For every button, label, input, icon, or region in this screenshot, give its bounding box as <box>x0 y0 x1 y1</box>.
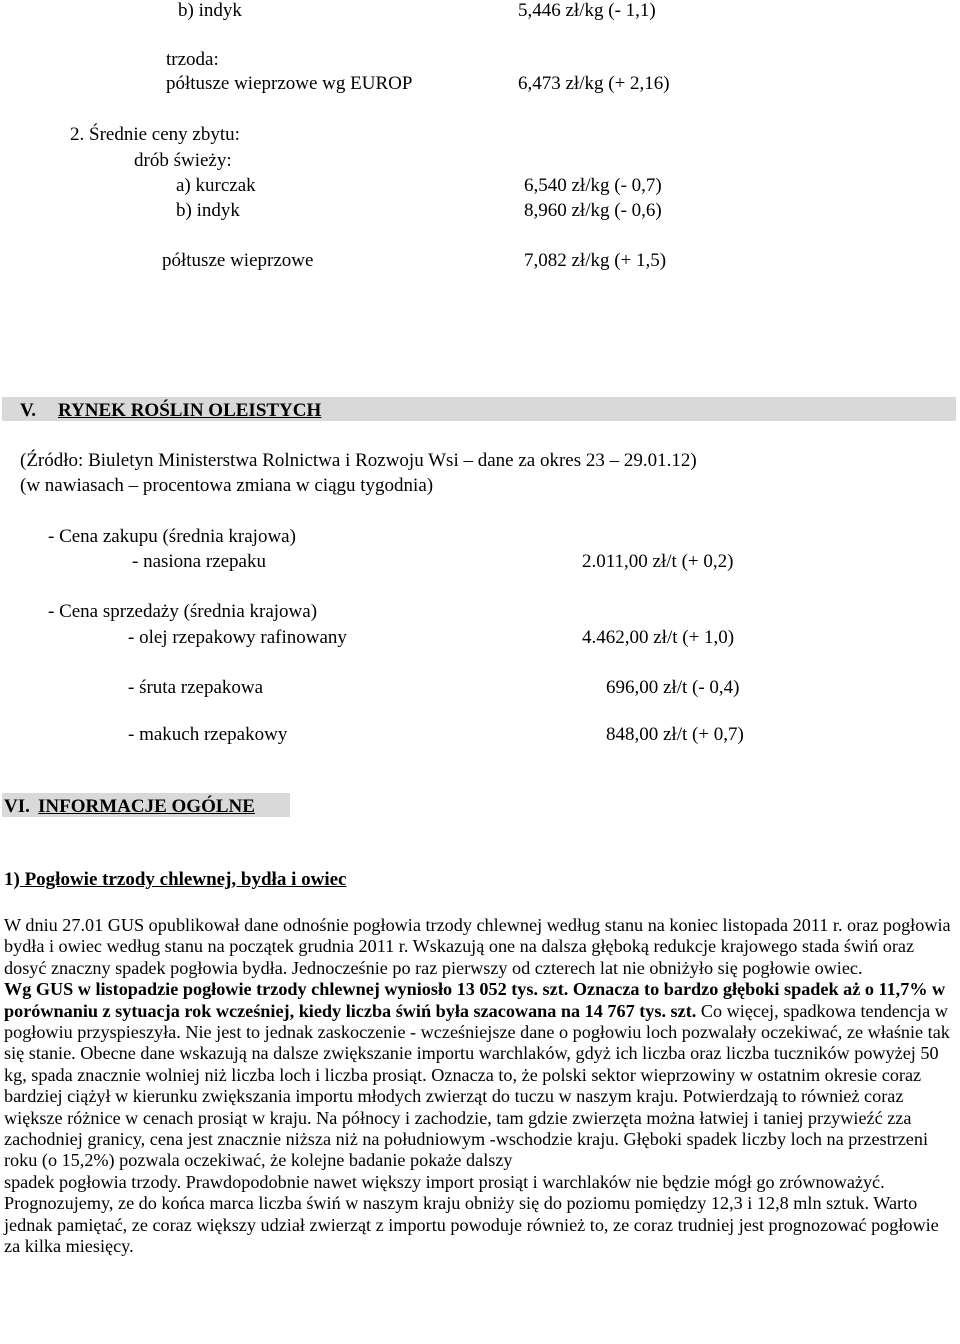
drob-label: drób świeży: <box>134 150 232 171</box>
section-title: INFORMACJE OGÓLNE <box>38 796 255 817</box>
olej-label: - olej rzepakowy rafinowany <box>128 627 347 648</box>
bold-text: Wg GUS w listopadzie pogłowie trzody chlewnej wyniosło 13 052 tys. szt. Oznacza to bardzo głęboki spadek aż o 11,7% w porównaniu z sytuacja rok wcześniej, kiedy liczba świń była szacowana na 14 767 tys. szt. <box>4 979 946 1021</box>
paragraph: W dniu 27.01 GUS opublikował dane odnośnie pogłowia trzody chlewnej według stanu na koniec listopada 2011 r. oraz pogłowia bydła i owiec według stanu na początek grudnia 2011 r. Wskazują one na dalsza głęboką redukcje krajowego stada świń oraz dosyć znaczny spadek pogłowia bydła. Jednocześnie po raz pierwszy od czterech lat nie obniżyło się pogłowie owiec. <box>4 915 951 978</box>
indyk2-value: 8,960 zł/kg (- 0,6) <box>524 200 662 221</box>
poltusze-label: półtusze wieprzowe <box>162 250 314 271</box>
sruta-value: 696,00 zł/t (- 0,4) <box>606 677 740 698</box>
indyk2-label: b) indyk <box>176 200 240 221</box>
paragraph <box>4 979 954 1172</box>
indyk-label: b) indyk <box>178 0 242 21</box>
section-number: V. <box>20 400 37 421</box>
rzepak-value: 2.011,00 zł/t (+ 0,2) <box>582 551 734 572</box>
body-text <box>4 915 954 1258</box>
trzoda-label: trzoda: <box>166 49 219 70</box>
kurczak-value: 6,540 zł/kg (- 0,7) <box>524 175 662 196</box>
olej-value: 4.462,00 zł/t (+ 1,0) <box>582 627 735 648</box>
makuch-value: 848,00 zł/t (+ 0,7) <box>606 724 744 745</box>
sruta-label: - śruta rzepakowa <box>128 677 264 698</box>
indyk-value: 5,446 zł/kg (- 1,1) <box>518 0 656 21</box>
rzepak-label: - nasiona rzepaku <box>132 551 266 572</box>
subsection-number: 1) <box>4 869 20 890</box>
kurczak-label: a) kurczak <box>176 175 256 196</box>
zakup-heading: - Cena zakupu (średnia krajowa) <box>48 526 296 547</box>
subsection-title: Pogłowie trzody chlewnej, bydła i owiec <box>19 869 347 890</box>
poltusze-value: 7,082 zł/kg (+ 1,5) <box>524 250 667 271</box>
section-title: RYNEK ROŚLIN OLEISTYCH <box>58 400 322 421</box>
subsection-heading <box>4 869 346 891</box>
source-note: (Źródło: Biuletyn Ministerstwa Rolnictwa i Rozwoju Wsi – dane za okres 23 – 29.01.12) <box>20 450 697 471</box>
poltusze-europ-label: półtusze wieprzowe wg EUROP <box>166 73 413 94</box>
poltusze-europ-value: 6,473 zł/kg (+ 2,16) <box>518 73 670 94</box>
section-number: VI. <box>4 796 30 817</box>
sprzedaz-heading: - Cena sprzedaży (średnia krajowa) <box>48 601 318 622</box>
paragraph-text: Co więcej, spadkowa tendencja w pogłowiu przyspieszyła. Nie jest to jednak zaskoczenie - wcześniejsze dane o pogłowiu loch pozwalały oczekiwać, ze właśnie tak się stanie. Obecne dane wskazują na dalsze zwiększanie importu warchlaków, gdyż ich liczba oraz liczba tuczników powyżej 50 kg, spada znacznie wolniej niż liczba loch i liczba prosiąt. Oznacza to, że polski sektor wieprzowiny w ostatnim okresie coraz bardziej ciążył w kierunku zwiększania importu młodych zwierząt do tuczu w naszym kraju. Potwierdzają to również coraz większe różnice w cenach prosiąt w kraju. Na północy i zachodzie, tam gdzie zwierzęta można łatwiej i taniej przywieźć zza zachodniej granicy, cena jest znacznie niższa niż na południowym -wschodzie kraju. Głęboki spadek liczby loch na przestrzeni roku (o 15,2%) pozwala oczekiwać, że kolejne badanie pokaże dalszy <box>4 1000 950 1171</box>
srednie-ceny-heading: 2. Średnie ceny zbytu: <box>70 124 240 145</box>
makuch-label: - makuch rzepakowy <box>128 724 288 745</box>
paragraph: spadek pogłowia trzody. Prawdopodobnie nawet większy import prosiąt i warchlaków nie będzie mógł go zrównoważyć. Prognozujemy, ze do końca marca liczba świń w naszym kraju obniży się do poziomu pomiędzy 12,3 i 12,8 mln sztuk. Warto jednak pamiętać, ze coraz większy udział zwierząt z importu powoduje również to, ze coraz trudniej jest prognozować pogłowie za kilka miesięcy. <box>4 1171 939 1257</box>
percent-note: (w nawiasach – procentowa zmiana w ciągu tygodnia) <box>20 475 434 496</box>
